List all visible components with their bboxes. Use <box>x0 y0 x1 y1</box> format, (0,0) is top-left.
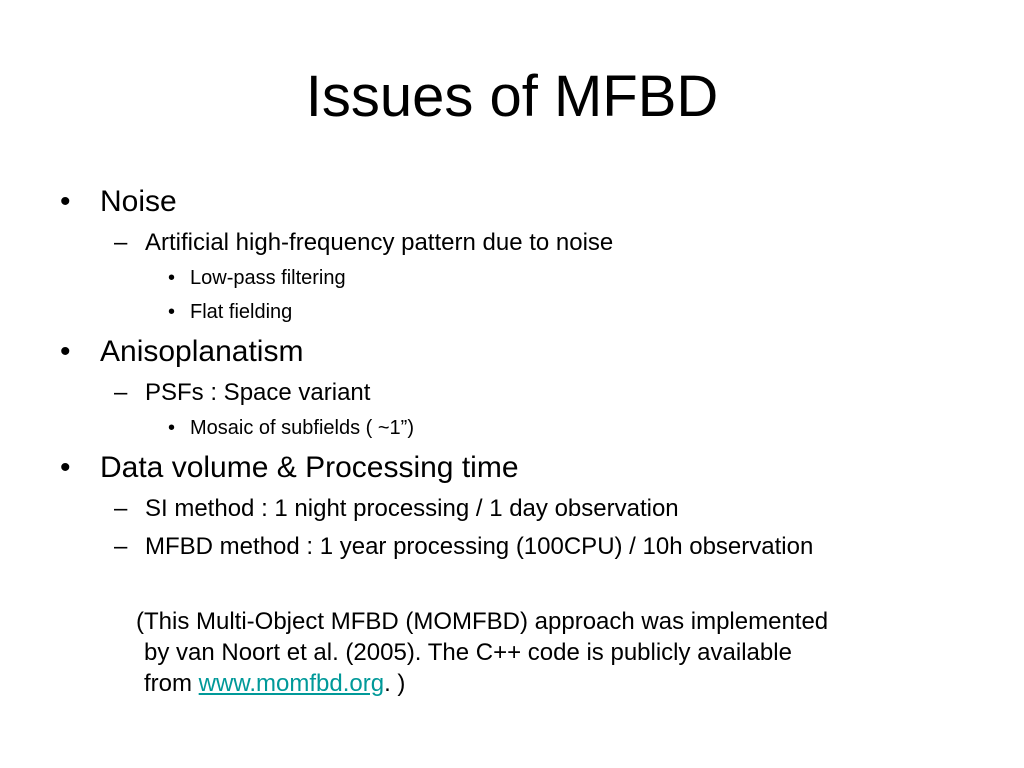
slide-title: Issues of MFBD <box>305 64 719 129</box>
bullet-marker: • <box>60 185 71 218</box>
note-line-3-suffix: . ) <box>384 670 406 697</box>
note-line-1: (This Multi-Object MFBD (MOMFBD) approach was implemented <box>136 608 829 635</box>
dash-marker: – <box>114 533 128 560</box>
subbullet-text: PSFs : Space variant <box>145 379 371 406</box>
subbullet-text: SI method : 1 night processing / 1 day observation <box>145 495 679 522</box>
bullet-marker: • <box>60 451 71 484</box>
bullet-marker: • <box>60 335 71 368</box>
dash-marker: – <box>114 495 128 522</box>
subbullet-text: Artificial high-frequency pattern due to noise <box>145 229 614 256</box>
momfbd-link[interactable]: www.momfbd.org <box>198 670 385 697</box>
subbullet-text: MFBD method : 1 year processing (100CPU) / 10h observation <box>145 533 814 560</box>
note-line-3-prefix: from <box>144 670 199 697</box>
dash-marker: – <box>114 229 128 256</box>
bullet-marker: • <box>168 417 176 439</box>
momfbd-note <box>120 606 1000 699</box>
bullet-text: Anisoplanatism <box>100 335 304 368</box>
dash-marker: – <box>114 379 128 406</box>
note-line-3 <box>120 668 1000 699</box>
subsubbullet-text: Low-pass filtering <box>190 267 346 289</box>
bullet-text: Noise <box>100 185 177 218</box>
bullet-marker: • <box>168 301 176 323</box>
bullet-text: Data volume & Processing time <box>100 451 519 484</box>
subsubbullet-text: Mosaic of subfields ( ~1”) <box>190 417 414 439</box>
subsubbullet-text: Flat fielding <box>190 301 293 323</box>
bullet-marker: • <box>168 267 176 289</box>
note-line-2: by van Noort et al. (2005). The C++ code is publicly available <box>144 639 792 666</box>
